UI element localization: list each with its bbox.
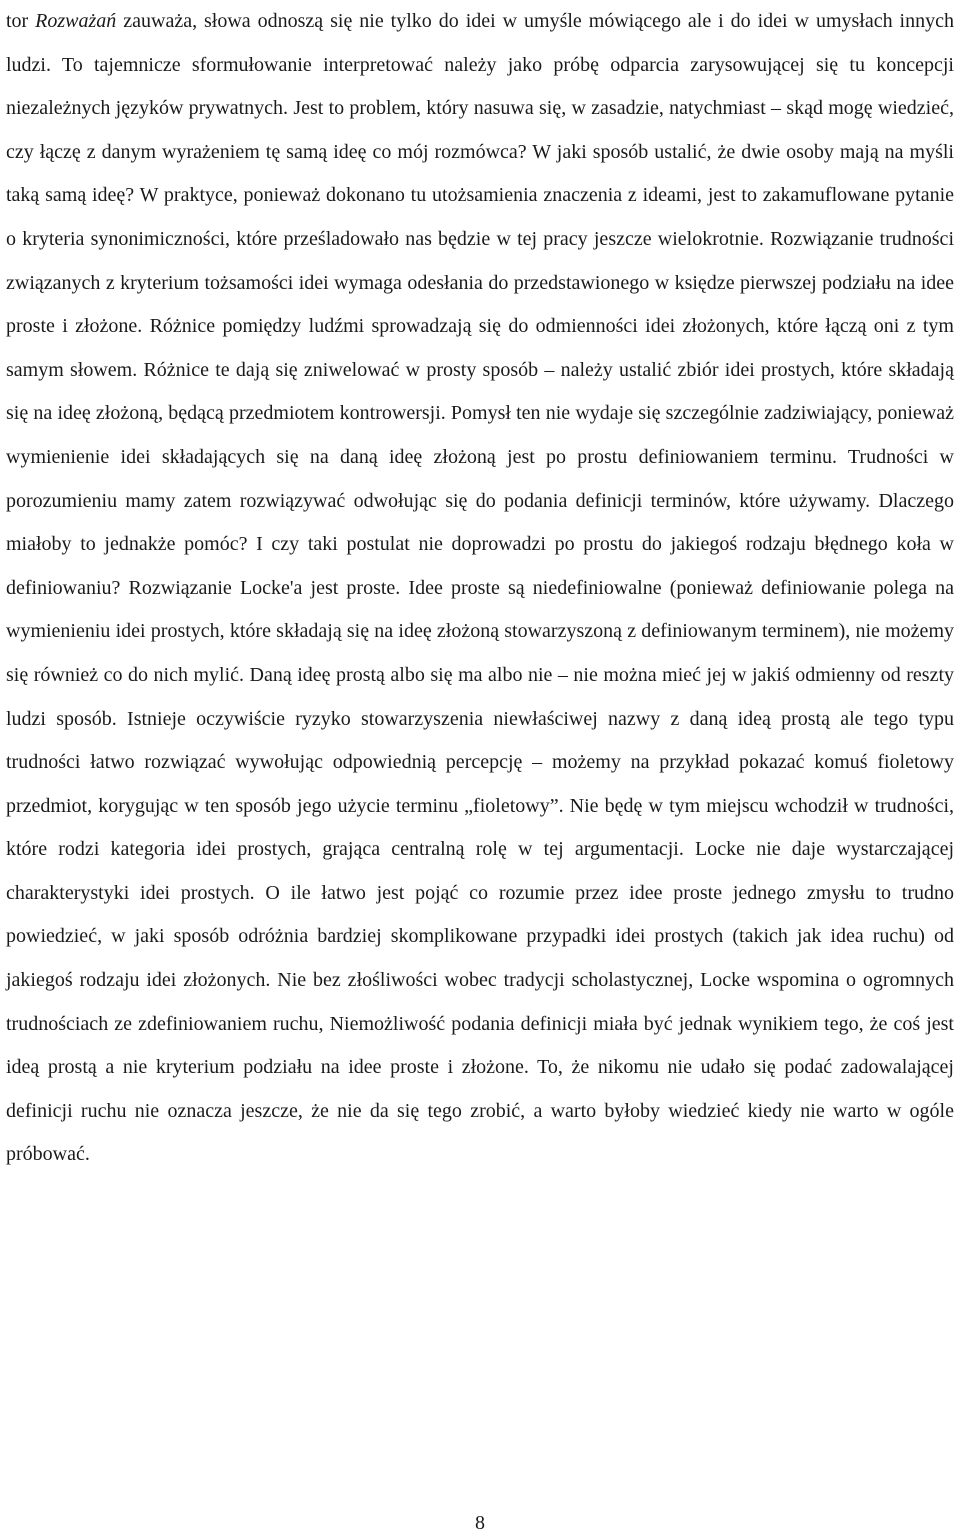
body-paragraph xyxy=(6,0,954,1177)
document-page xyxy=(6,0,954,1177)
intro-text: tor xyxy=(6,10,36,32)
paragraph-text: zauważa, słowa odnoszą się nie tylko do idei w umyśle mówiącego ale i do idei w umysłach innych ludzi. To tajemnicze sformułowanie interpretować należy jako próbę odparcia zarysowującej się tu koncepcji niezależnych języków prywatnych. Jest to problem, który nasuwa się, w zasadzie, natychmiast – skąd mogę wiedzieć, czy łączę z danym wyrażeniem tę samą ideę co mój rozmówca? W jaki sposób ustalić, że dwie osoby mają na myśli taką samą ideę? W praktyce, ponieważ dokonano tu utożsamienia znaczenia z ideami, jest to zakamuflowane pytanie o kryteria synonimiczności, które prześladowało nas będzie w tej pracy jeszcze wielokrotnie. Rozwiązanie trudności związanych z kryterium tożsamości idei wymaga odesłania do przedstawionego w księdze pierwszej podziału na idee proste i złożone. Różnice pomiędzy ludźmi sprowadzają się do odmienności idei złożonych, które łączą oni z tym samym słowem. Różnice te dają się zniwelować w prosty sposób – należy ustalić zbiór idei prostych, które składają się na ideę złożoną, będącą przedmiotem kontrowersji. Pomysł ten nie wydaje się szczególnie zadziwiający, ponieważ wymienienie idei składających się na daną ideę złożoną jest po prostu definiowaniem terminu. Trudności w porozumieniu mamy zatem rozwiązywać odwołując się do podania definicji terminów, które używamy. Dlaczego miałoby to jednakże pomóc? I czy taki postulat nie doprowadzi po prostu do jakiegoś rodzaju błędnego koła w definiowaniu? Rozwiązanie Locke'a jest proste. Idee proste są niedefiniowalne (ponieważ definiowanie polega na wymienieniu idei prostych, które składają się na ideę złożoną stowarzyszoną z definiowanym terminem), nie możemy się również co do nich mylić. Daną ideę prostą albo się ma albo nie – nie można mieć jej w jakiś odmienny od reszty ludzi sposób. Istnieje oczywiście ryzyko stowarzyszenia niewłaściwej nazwy z daną ideą prostą ale tego typu trudności łatwo rozwiązać wywołując odpowiednią percepcję – możemy na przykład pokazać komuś fioletowy przedmiot, korygując w ten sposób jego użycie terminu „fioletowy”. Nie będę w tym miejscu wchodził w trudności, które rodzi kategoria idei prostych, grająca centralną rolę w tej argumentacji. Locke nie daje wystarczającej charakterystyki idei prostych. O ile łatwo jest pojąć co rozumie przez idee proste jednego zmysłu to trudno powiedzieć, w jaki sposób odróżnia bardziej skomplikowane przypadki idei prostych (takich jak idea ruchu) od jakiegoś rodzaju idei złożonych. Nie bez złośliwości wobec tradycji scholastycznej, Locke wspomina o ogromnych trudnościach ze zdefiniowaniem ruchu, Niemożliwość podania definicji miała być jednak wynikiem tego, że coś jest ideą prostą a nie kryterium podziału na idee proste i złożone. To, że nikomu nie udało się podać zadowalającej definicji ruchu nie oznacza jeszcze, że nie da się tego zrobić, a warto byłoby wiedzieć kiedy nie warto w ogóle próbować. xyxy=(6,10,954,1166)
book-title-italic: Rozważań xyxy=(35,10,117,32)
page-number: 8 xyxy=(475,1512,485,1534)
